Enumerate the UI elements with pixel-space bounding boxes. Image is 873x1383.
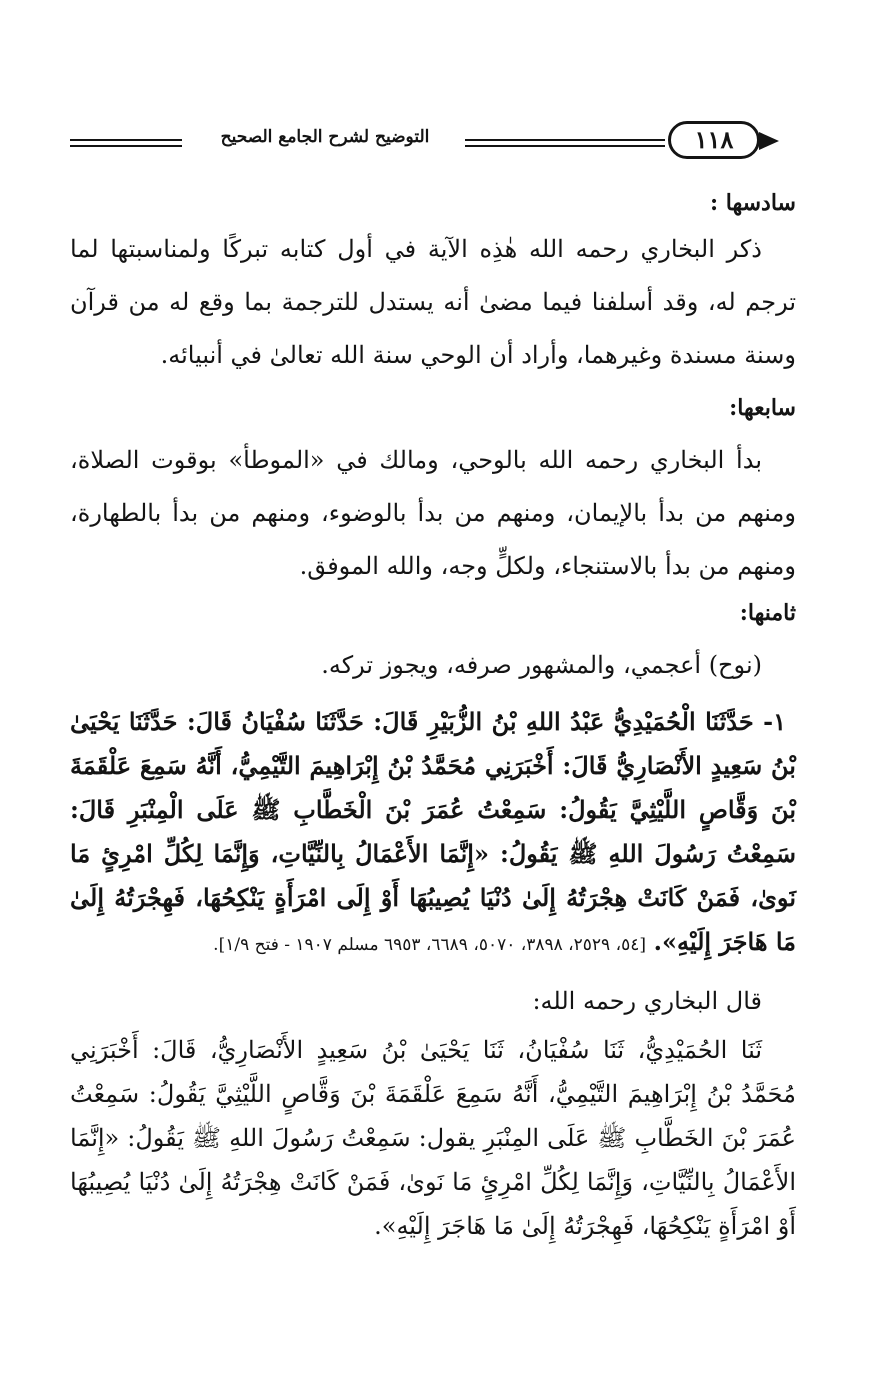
hadith-block	[70, 700, 796, 967]
hadith-references: [٥٤، ٢٥٢٩، ٣٨٩٨، ٥٠٧٠، ٦٦٨٩، ٦٩٥٣ مسلم ١٩٠٧ - فتح ١/٩].	[213, 935, 646, 955]
section-text-sadis: ذكر البخاري رحمه الله هٰذِه الآية في أول كتابه تبركًا ولمناسبتها لما ترجم له، وقد أسلفنا فيما مضىٰ أنه يستدل للترجمة بما وقع له من قرآن وسنة مسندة وغيرهما، وأراد أن الوحي سنة الله تعالىٰ في أنبيائه.	[70, 235, 796, 369]
page-header	[70, 117, 800, 165]
commentary-text: ثَنَا الحُمَيْدِيُّ، ثَنَا سُفْيَانُ، ثَنَا يَحْيَىٰ بْنُ سَعِيدٍ الأَنْصَارِيُّ، قَالَ: أَخْبَرَنِي مُحَمَّدُ بْنُ إِبْرَاهِيمَ التَّيْمِيُّ، أَنَّهُ سَمِعَ عَلْقَمَةَ بْنَ وَقَّاصٍ اللَّيْثِيَّ يَقُولُ: سَمِعْتُ عُمَرَ بْنَ الخَطَّابِ ﷺ عَلَى المِنْبَرِ يقول: سَمِعْتُ رَسُولَ اللهِ ﷺ يَقُولُ: «إِنَّمَا الأَعْمَالُ بِالنِّيَّاتِ، وَإِنَّمَا لِكُلِّ امْرِئٍ مَا نَوىٰ، فَمَنْ كَانَتْ هِجْرَتُهُ إِلَىٰ دُنْيَا يُصِيبُهَا أَوْ امْرَأَةٍ يَنْكِحُهَا، فَهِجْرَتُهُ إِلَىٰ مَا هَاجَرَ إِلَيْهِ».	[70, 1036, 796, 1240]
header-rule-left	[70, 139, 182, 141]
page-number: ١١٨	[668, 121, 760, 159]
section-text-thamin: (نوح) أعجمي، والمشهور صرفه، ويجوز تركه.	[321, 651, 762, 679]
header-rule-left	[70, 145, 182, 147]
commentary-intro: قال البخاري رحمه الله:	[532, 987, 762, 1015]
section-heading-sadis: سادسها :	[710, 190, 796, 216]
running-title: التوضيح لشرح الجامع الصحيح	[220, 127, 430, 147]
header-rule-right	[465, 145, 665, 147]
hadith-text: ١- حَدَّثَنَا الْحُمَيْدِيُّ عَبْدُ اللهِ بْنُ الزُّبَيْرِ قَالَ: حَدَّثَنَا سُفْيَانُ قَالَ: حَدَّثَنَا يَحْيَىٰ بْنُ سَعِيدٍ الأَنْصَارِيُّ قَالَ: أَخْبَرَنِي مُحَمَّدُ بْنُ إِبْرَاهِيمَ التَّيْمِيُّ، أَنَّهُ سَمِعَ عَلْقَمَةَ بْنَ وَقَّاصٍ اللَّيْثِيَّ يَقُولُ: سَمِعْتُ عُمَرَ بْنَ الْخَطَّابِ ﷺ عَلَى الْمِنْبَرِ قَالَ: سَمِعْتُ رَسُولَ اللهِ ﷺ يَقُولُ: «إِنَّمَا الأَعْمَالُ بِالنِّيَّاتِ، وَإِنَّمَا لِكُلِّ امْرِئٍ مَا نَوىٰ، فَمَنْ كَانَتْ هِجْرَتُهُ إِلَىٰ دُنْيَا يُصِيبُهَا أَوْ إِلَى امْرَأَةٍ يَنْكِحُهَا، فَهِجْرَتُهُ إِلَىٰ مَا هَاجَرَ إِلَيْهِ».	[70, 707, 796, 956]
section-heading-thamin: ثامنها:	[739, 600, 796, 626]
section-heading-sabi: سابعها:	[729, 395, 796, 421]
section-text-sabi: بدأ البخاري رحمه الله بالوحي، ومالك في «الموطأ» بوقوت الصلاة، ومنهم من بدأ بالإيمان، ومنهم من بدأ بالوضوء، ومنهم من بدأ بالطهارة، ومنهم من بدأ بالاستنجاء، ولكلٍّ وجه، والله الموفق.	[70, 446, 796, 580]
page-body	[70, 183, 796, 1248]
header-rule-right	[465, 139, 665, 141]
